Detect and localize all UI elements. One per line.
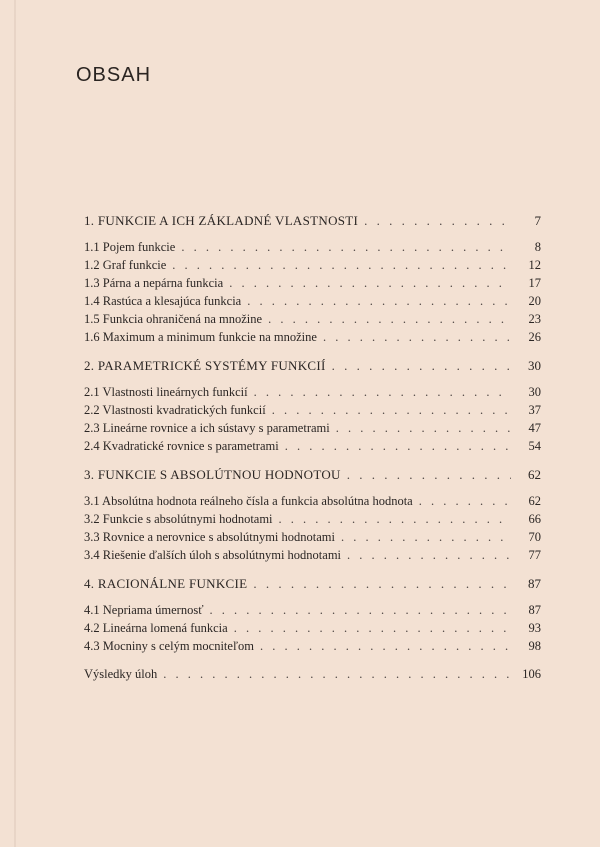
toc-label: 4.1 Nepriama úmernosť	[84, 603, 204, 617]
toc-section-2-3[interactable]	[84, 419, 541, 437]
toc-label: 4. RACIONÁLNE FUNKCIE	[84, 576, 248, 591]
toc-label: 1.5 Funkcia ohraničená na množine	[84, 312, 263, 326]
toc-label: 2.4 Kvadratické rovnice s parametrami	[84, 439, 279, 453]
toc-page-number: 54	[528, 439, 541, 453]
toc-page-number: 93	[528, 621, 541, 635]
leader-dots	[229, 274, 511, 292]
toc-chapter-3[interactable]	[84, 466, 541, 488]
toc-page-number: 12	[528, 258, 541, 272]
leader-dots	[419, 492, 511, 510]
toc-label: 3.3 Rovnice a nerovnice s absolútnymi hodnotami	[84, 530, 335, 544]
toc-page-number: 47	[528, 421, 541, 435]
leader-dots	[272, 401, 511, 419]
toc-chapter-4[interactable]	[84, 575, 541, 597]
leader-dots	[336, 419, 511, 437]
toc-page-number: 87	[528, 603, 541, 617]
toc-chapter-1[interactable]	[84, 212, 541, 234]
toc-label: 3.4 Riešenie ďalších úloh s absolútnymi hodnotami	[84, 548, 342, 562]
toc-section-1-6[interactable]	[84, 328, 541, 346]
leader-dots	[254, 383, 511, 401]
toc-page-number: 66	[528, 512, 541, 526]
toc-page-number: 70	[528, 530, 541, 544]
toc-page-number: 106	[522, 667, 541, 681]
toc-section-4-1[interactable]	[84, 601, 541, 619]
page-title: OBSAH	[76, 64, 152, 86]
toc-section-3-4[interactable]	[84, 546, 541, 564]
leader-dots	[323, 328, 511, 346]
leader-dots	[347, 546, 511, 564]
toc-page-number: 37	[528, 403, 541, 417]
toc-label: Výsledky úloh	[84, 667, 158, 681]
toc-section-2-1[interactable]	[84, 383, 541, 401]
toc-label: 4.3 Mocniny s celým mocniteľom	[84, 639, 254, 653]
toc-section-4-3[interactable]	[84, 637, 541, 655]
toc-page-number: 7	[534, 213, 541, 228]
toc-page-number: 30	[528, 358, 541, 373]
toc-page-number: 62	[528, 494, 541, 508]
leader-dots	[364, 212, 511, 230]
toc-section-1-5[interactable]	[84, 310, 541, 328]
toc-label: 2.1 Vlastnosti lineárnych funkcií	[84, 385, 248, 399]
leader-dots	[247, 292, 511, 310]
toc-label: 3.1 Absolútna hodnota reálneho čísla a funkcia absolútna hodnota	[84, 494, 413, 508]
toc-page-number: 62	[528, 467, 541, 482]
toc-label: 4.2 Lineárna lomená funkcia	[84, 621, 228, 635]
toc-section-1-3[interactable]	[84, 274, 541, 292]
leader-dots	[347, 466, 511, 484]
toc-label: 1.6 Maximum a minimum funkcie na množine	[84, 330, 317, 344]
toc-page-number: 98	[528, 639, 541, 653]
toc-page-number: 77	[528, 548, 541, 562]
toc-chapter-2[interactable]	[84, 357, 541, 379]
toc-section-1-1[interactable]	[84, 238, 541, 256]
leader-dots	[253, 575, 511, 593]
leader-dots	[285, 437, 511, 455]
toc-section-3-1[interactable]	[84, 492, 541, 510]
leader-dots	[172, 256, 511, 274]
toc-label: 3.2 Funkcie s absolútnymi hodnotami	[84, 512, 273, 526]
toc-page-number: 26	[528, 330, 541, 344]
leader-dots	[341, 528, 511, 546]
toc-label: 2.2 Vlastnosti kvadratických funkcií	[84, 403, 266, 417]
leader-dots	[210, 601, 511, 619]
leader-dots	[163, 665, 511, 683]
toc-label: 1. FUNKCIE A ICH ZÁKLADNÉ VLASTNOSTI	[84, 213, 359, 228]
toc-section-1-2[interactable]	[84, 256, 541, 274]
binding-edge	[14, 0, 16, 847]
toc-label: 1.3 Párna a nepárna funkcia	[84, 276, 224, 290]
toc-label: 1.2 Graf funkcie	[84, 258, 167, 272]
toc-section-4-2[interactable]	[84, 619, 541, 637]
toc-section-3-3[interactable]	[84, 528, 541, 546]
table-of-contents	[84, 212, 541, 687]
toc-section-1-4[interactable]	[84, 292, 541, 310]
toc-section-2-2[interactable]	[84, 401, 541, 419]
toc-label: 3. FUNKCIE S ABSOLÚTNOU HODNOTOU	[84, 467, 341, 482]
leader-dots	[332, 357, 511, 375]
toc-page-number: 87	[528, 576, 541, 591]
toc-page-number: 8	[534, 240, 541, 254]
leader-dots	[279, 510, 511, 528]
leader-dots	[234, 619, 511, 637]
toc-page-number: 30	[528, 385, 541, 399]
toc-page-number: 20	[528, 294, 541, 308]
toc-label: 1.1 Pojem funkcie	[84, 240, 176, 254]
leader-dots	[260, 637, 511, 655]
toc-section-2-4[interactable]	[84, 437, 541, 455]
toc-results[interactable]	[84, 665, 541, 687]
toc-label: 2. PARAMETRICKÉ SYSTÉMY FUNKCIÍ	[84, 358, 326, 373]
leader-dots	[181, 238, 511, 256]
toc-page-number: 23	[528, 312, 541, 326]
toc-label: 2.3 Lineárne rovnice a ich sústavy s parametrami	[84, 421, 330, 435]
toc-section-3-2[interactable]	[84, 510, 541, 528]
toc-label: 1.4 Rastúca a klesajúca funkcia	[84, 294, 242, 308]
toc-page-number: 17	[528, 276, 541, 290]
leader-dots	[268, 310, 511, 328]
